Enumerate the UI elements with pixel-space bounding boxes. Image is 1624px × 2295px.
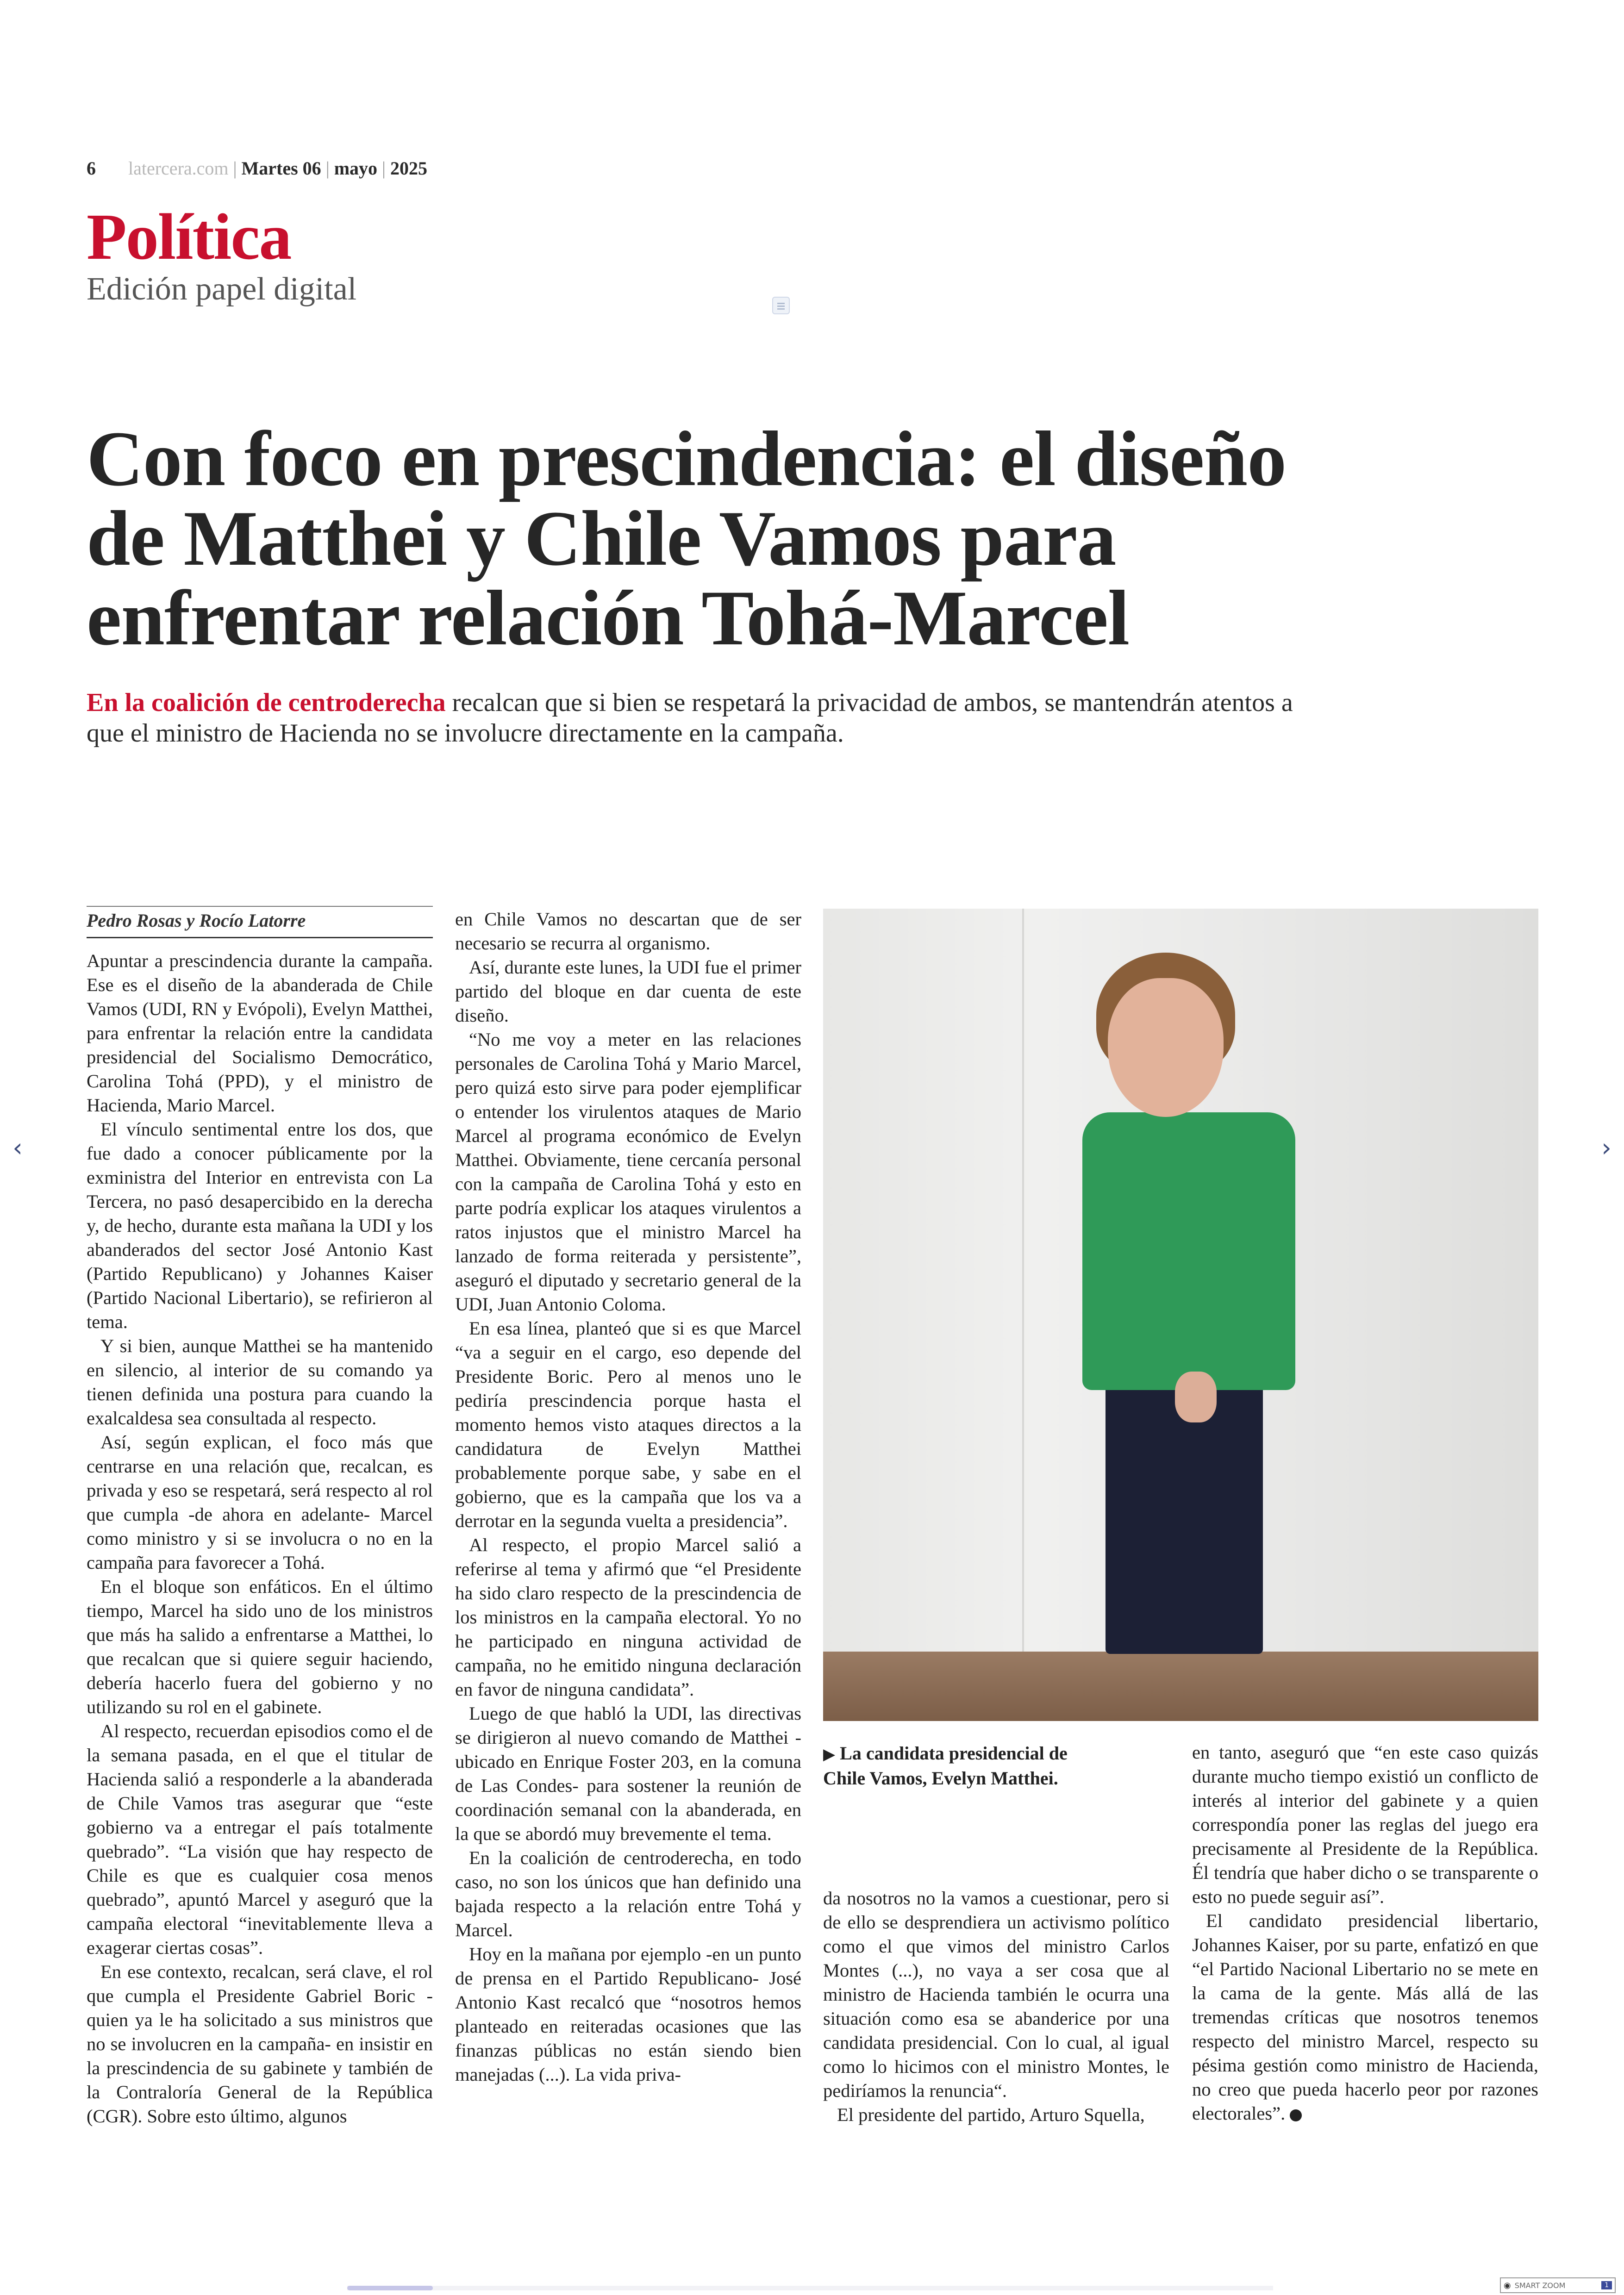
article-column-1 (87, 949, 433, 2128)
page-header (87, 157, 427, 179)
chevron-right-icon[interactable]: › (1601, 1133, 1612, 1162)
eye-icon: ◉ (1504, 2280, 1511, 2290)
article-paragraph: da nosotros no la vamos a cuestionar, pero si de ello se desprendiera un activismo político como el que vimos del ministro Carlos Montes (...), no vaya a ser cosa que al ministro de Hacienda también le ocurra una situación como esa se abanderice por una candidata presidencial. Con lo cual, al igual como lo hicimos con el ministro Montes, le pediríamos la renuncia“. (823, 1888, 1169, 2101)
article-lead (87, 687, 1337, 748)
article-paragraph: Luego de que habló la UDI, las directivas se dirigieron al nuevo comando de Matthei -ubicado en Enrique Foster 203, en la comuna de Las Condes- para sostener la reunión de coordinación semanal con la abanderada, en la que se abordó muy brevemente el tema. (455, 1703, 801, 1844)
article-paragraph: Hoy en la mañana por ejemplo -en un punto de prensa en el Partido Republicano- José Antonio Kast recalcó que “nosotros hemos planteado en reiteradas ocasiones que las finanzas públicas no están siendo bien manejadas (...). La vida priva- (455, 1944, 801, 2085)
photo-wall-edge (1022, 909, 1024, 1654)
photo-floor (823, 1652, 1538, 1721)
article-paragraph: Y si bien, aunque Matthei se ha mantenido en silencio, al interior de su comando ya tienen definida una postura para cuando la exalcaldesa sea consultada al respecto. (87, 1335, 433, 1428)
article-photo[interactable] (823, 909, 1538, 1721)
page-indicator: 1 (1601, 2281, 1612, 2289)
page-scrollbar[interactable] (347, 2286, 1273, 2290)
smart-zoom-label: SMART ZOOM (1514, 2281, 1566, 2290)
article-paragraph: En la coalición de centroderecha, en todo caso, no son los únicos que han definido una bajada respecto a la relación entre Tohá y Marcel. (455, 1847, 801, 1940)
header-separator: | (233, 158, 237, 179)
article-paragraph: En esa línea, planteó que si es que Marcel “va a seguir en el cargo, eso depende del Presidente Boric. Pero al menos uno le pediría prescindencia porque hasta el momento hemos visto ataques directos a la candidatura de Evelyn Matthei probablemente porque sabe, y sabe en el gobierno, que es la campaña que los va a derrotar en la segunda vuelta a presidencia”. (455, 1318, 801, 1531)
article-paragraph: El candidato presidencial libertario, Johannes Kaiser, por su parte, enfatizó en que “el Partido Nacional Libertario no se mete en la cama de la gente. Más allá de las tremendas críticas que nosotros tenemos respecto del ministro Marcel, respecto su pésima gestión como ministro de Hacienda, no creo que pueda hacerlo peor por razones electorales”. (1192, 1910, 1538, 2124)
section-title: Política (87, 200, 291, 273)
headline-line: de Matthei y Chile Vamos para (87, 495, 1116, 582)
article-paragraph: “No me voy a meter en las relaciones personales de Carolina Tohá y Mario Marcel, pero quizá esto sirve para poder ejemplificar o entender los virulentos ataques de Mario Marcel al programa económico de Evelyn Matthei. Obviamente, tiene cercanía personal con la campaña de Carolina Tohá y esto en parte podría explicar los ataques virulentos a ratos injustos que el ministro Marcel ha lanzado de forma reiterada y persistente”, aseguró el diputado y secretario general de la UDI, Juan Antonio Coloma. (455, 1029, 801, 1315)
lead-kicker: En la coalición de centroderecha (87, 688, 446, 717)
article-paragraph: En el bloque son enfáticos. En el último tiempo, Marcel ha sido uno de los ministros que más ha salido a enfrentarse a Matthei, lo que recalcan que si quiere seguir haciendo, debería hacerlo fuera del gobierno y no utilizando su rol en el gabinete. (87, 1576, 433, 1717)
article-paragraph: El vínculo sentimental entre los dos, que fue dado a conocer públicamente por la exministra del Interior en entrevista con La Tercera, no pasó desapercibido en la derecha y, de hecho, durante esta mañana la UDI y los abanderados del sector José Antonio Kast (Partido Republicano) y Johannes Kaiser (Partido Nacional Libertario), se refirieron al tema. (87, 1119, 433, 1332)
article-column-3 (823, 1886, 1169, 2127)
headline-line: Con foco en prescindencia: el diseño (87, 415, 1287, 502)
header-separator: | (325, 158, 330, 179)
photo-figure-face (1108, 978, 1224, 1117)
end-of-article-icon (1290, 2109, 1302, 2121)
page-number: 6 (87, 158, 96, 179)
article-paragraph: Así, durante este lunes, la UDI fue el primer partido del bloque en dar cuenta de este diseño. (455, 957, 801, 1026)
photo-figure-hand (1175, 1372, 1217, 1422)
edition-label: Edición papel digital (87, 271, 357, 307)
issue-month: mayo (334, 158, 378, 179)
photo-figure-shirt (1082, 1112, 1295, 1390)
article-paragraph: Así, según explican, el foco más que centrarse en una relación que, recalcan, es privada y eso se respetará, será respecto al rol que cumpla -de ahora en adelante- Marcel como ministro y si se involucra o no en la campaña para favorecer a Tohá. (87, 1432, 433, 1573)
photo-figure-pants (1106, 1385, 1263, 1654)
article-paragraph: Al respecto, recuerdan episodios como el de la semana pasada, en el que el titular de Hacienda salió a responderle a la abanderada de Chile Vamos tras asegurar que “este gobierno va a entregar el país totalmente quebrado”. “La visión que hay respecto de Chile es que es cualquier cosa menos quebrado”, apuntó Marcel y aseguró que la campaña electoral “inevitablemente lleva a exagerar ciertas cosas”. (87, 1721, 433, 1958)
caption-triangle-icon: ▶ (823, 1746, 836, 1763)
article-paragraph: El presidente del partido, Arturo Squella, (837, 2104, 1145, 2125)
chevron-left-icon[interactable]: ‹ (12, 1133, 23, 1162)
byline: Pedro Rosas y Rocío Latorre (87, 910, 433, 938)
smart-zoom-button[interactable] (1500, 2277, 1616, 2293)
site-name: latercera.com (128, 158, 229, 179)
text-view-icon[interactable] (772, 297, 790, 314)
article-paragraph: en tanto, aseguró que “en este caso quizás durante mucho tiempo existió un conflicto de interés al interior del gabinete y a quien correspondía poner las reglas del juego era precisamente al Presidente de la República. Él tendría que haber dicho o se transparente o esto no puede seguir así”. (1192, 1742, 1538, 1907)
photo-caption (823, 1741, 1082, 1790)
issue-year: 2025 (390, 158, 428, 179)
article-paragraph: Apuntar a prescindencia durante la campaña. Ese es el diseño de la abanderada de Chile Vamos (UDI, RN y Evópoli), Evelyn Matthei, para enfrentar la relación entre la candidata presidencial del Socialismo Democrático, Carolina Tohá (PPD), y el ministro de Hacienda, Mario Marcel. (87, 950, 433, 1116)
lead-text: recalcan que si bien se respetará la privacidad de ambos, se mantendrán atentos a que el ministro de Hacienda no se involucre directamente en la campaña. (87, 688, 1293, 748)
article-paragraph: en Chile Vamos no descartan que de ser necesario se recurra al organismo. (455, 909, 801, 954)
article-paragraph: En ese contexto, recalcan, será clave, el rol que cumpla el Presidente Gabriel Boric -quien ya le ha solicitado a sus ministros que no se involucren en la campaña- en insistir en la prescindencia de su gabinete y también de la Contraloría General de la República (CGR). Sobre esto último, algunos (87, 1961, 433, 2127)
scrollbar-thumb[interactable] (347, 2286, 433, 2290)
header-separator: | (382, 158, 386, 179)
article-headline (87, 415, 1475, 661)
issue-day: Martes 06 (241, 158, 321, 179)
caption-text: La candidata presidencial de Chile Vamos, Evelyn Matthei. (823, 1743, 1068, 1789)
article-column-2 (455, 907, 801, 2087)
article-column-4 (1192, 1740, 1538, 2126)
headline-line: enfrentar relación Tohá-Marcel (87, 574, 1130, 661)
article-paragraph: Al respecto, el propio Marcel salió a referirse al tema y afirmó que “el Presidente ha sido claro respecto de la prescindencia de los ministros en la campaña electoral. Yo no he participado en ninguna actividad de campaña, no he emitido ninguna declaración en favor de ninguna candidata”. (455, 1534, 801, 1700)
